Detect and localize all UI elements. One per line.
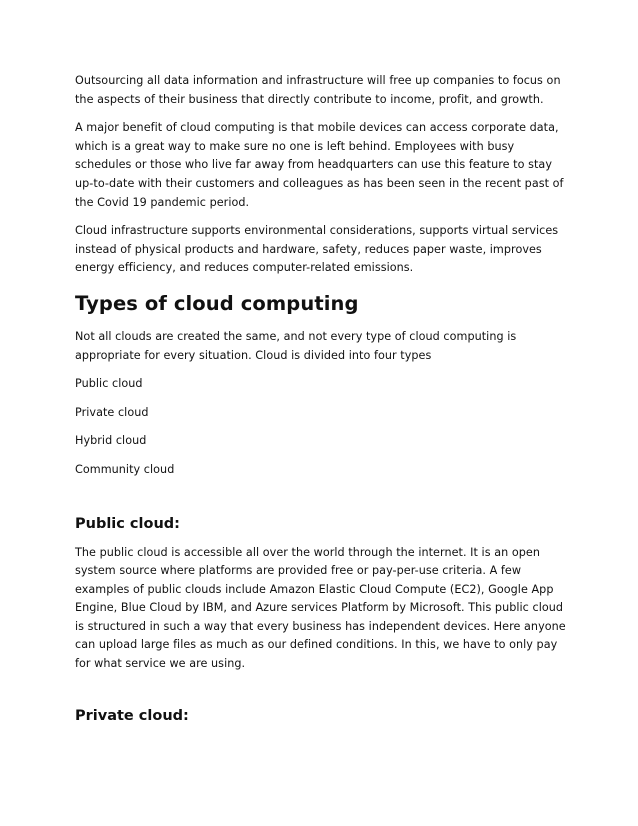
public-cloud-heading: Public cloud: (75, 515, 180, 532)
type-item-public: Public cloud (75, 377, 143, 391)
types-intro-paragraph: Not all clouds are created the same, and not every type of cloud computing is appropriate for every situation. Cloud is divided into four types (75, 329, 517, 362)
type-item-community: Community cloud (75, 462, 175, 476)
intro-paragraph-mobile-access: A major benefit of cloud computing is that mobile devices can access corporate data, which is a great way to make sure no one is left behind. Employees with busy schedules or those who live far away from headquarters can use this feature to stay up-to-date with their customers and colleagues as has been seen in the recent past of the Covid 19 pandemic period. (75, 121, 564, 209)
intro-paragraph-environment: Cloud infrastructure supports environmental considerations, supports virtual services instead of physical products and hardware, safety, reduces paper waste, improves energy efficiency, and reduces computer-related emissions. (75, 224, 559, 275)
type-item-hybrid: Hybrid cloud (75, 434, 147, 448)
document-page (75, 72, 570, 736)
intro-paragraph-outsourcing: Outsourcing all data information and infrastructure will free up companies to focus on the aspects of their business that directly contribute to income, profit, and growth. (75, 74, 561, 106)
public-cloud-paragraph: The public cloud is accessible all over the world through the internet. It is an open system source where platforms are provided free or pay-per-use criteria. A few examples of public clouds include Amazon Elastic Cloud Compute (EC2), Google App Engine, Blue Cloud by IBM, and Azure services Platform by Microsoft. This public cloud is structured in such a way that every business has independent devices. Here anyone can upload large files as much as our defined conditions. In this, we have to only pay for what service we are using. (75, 545, 566, 671)
type-item-private: Private cloud (75, 405, 149, 419)
types-heading: Types of cloud computing (75, 291, 359, 315)
private-cloud-heading: Private cloud: (75, 707, 189, 724)
